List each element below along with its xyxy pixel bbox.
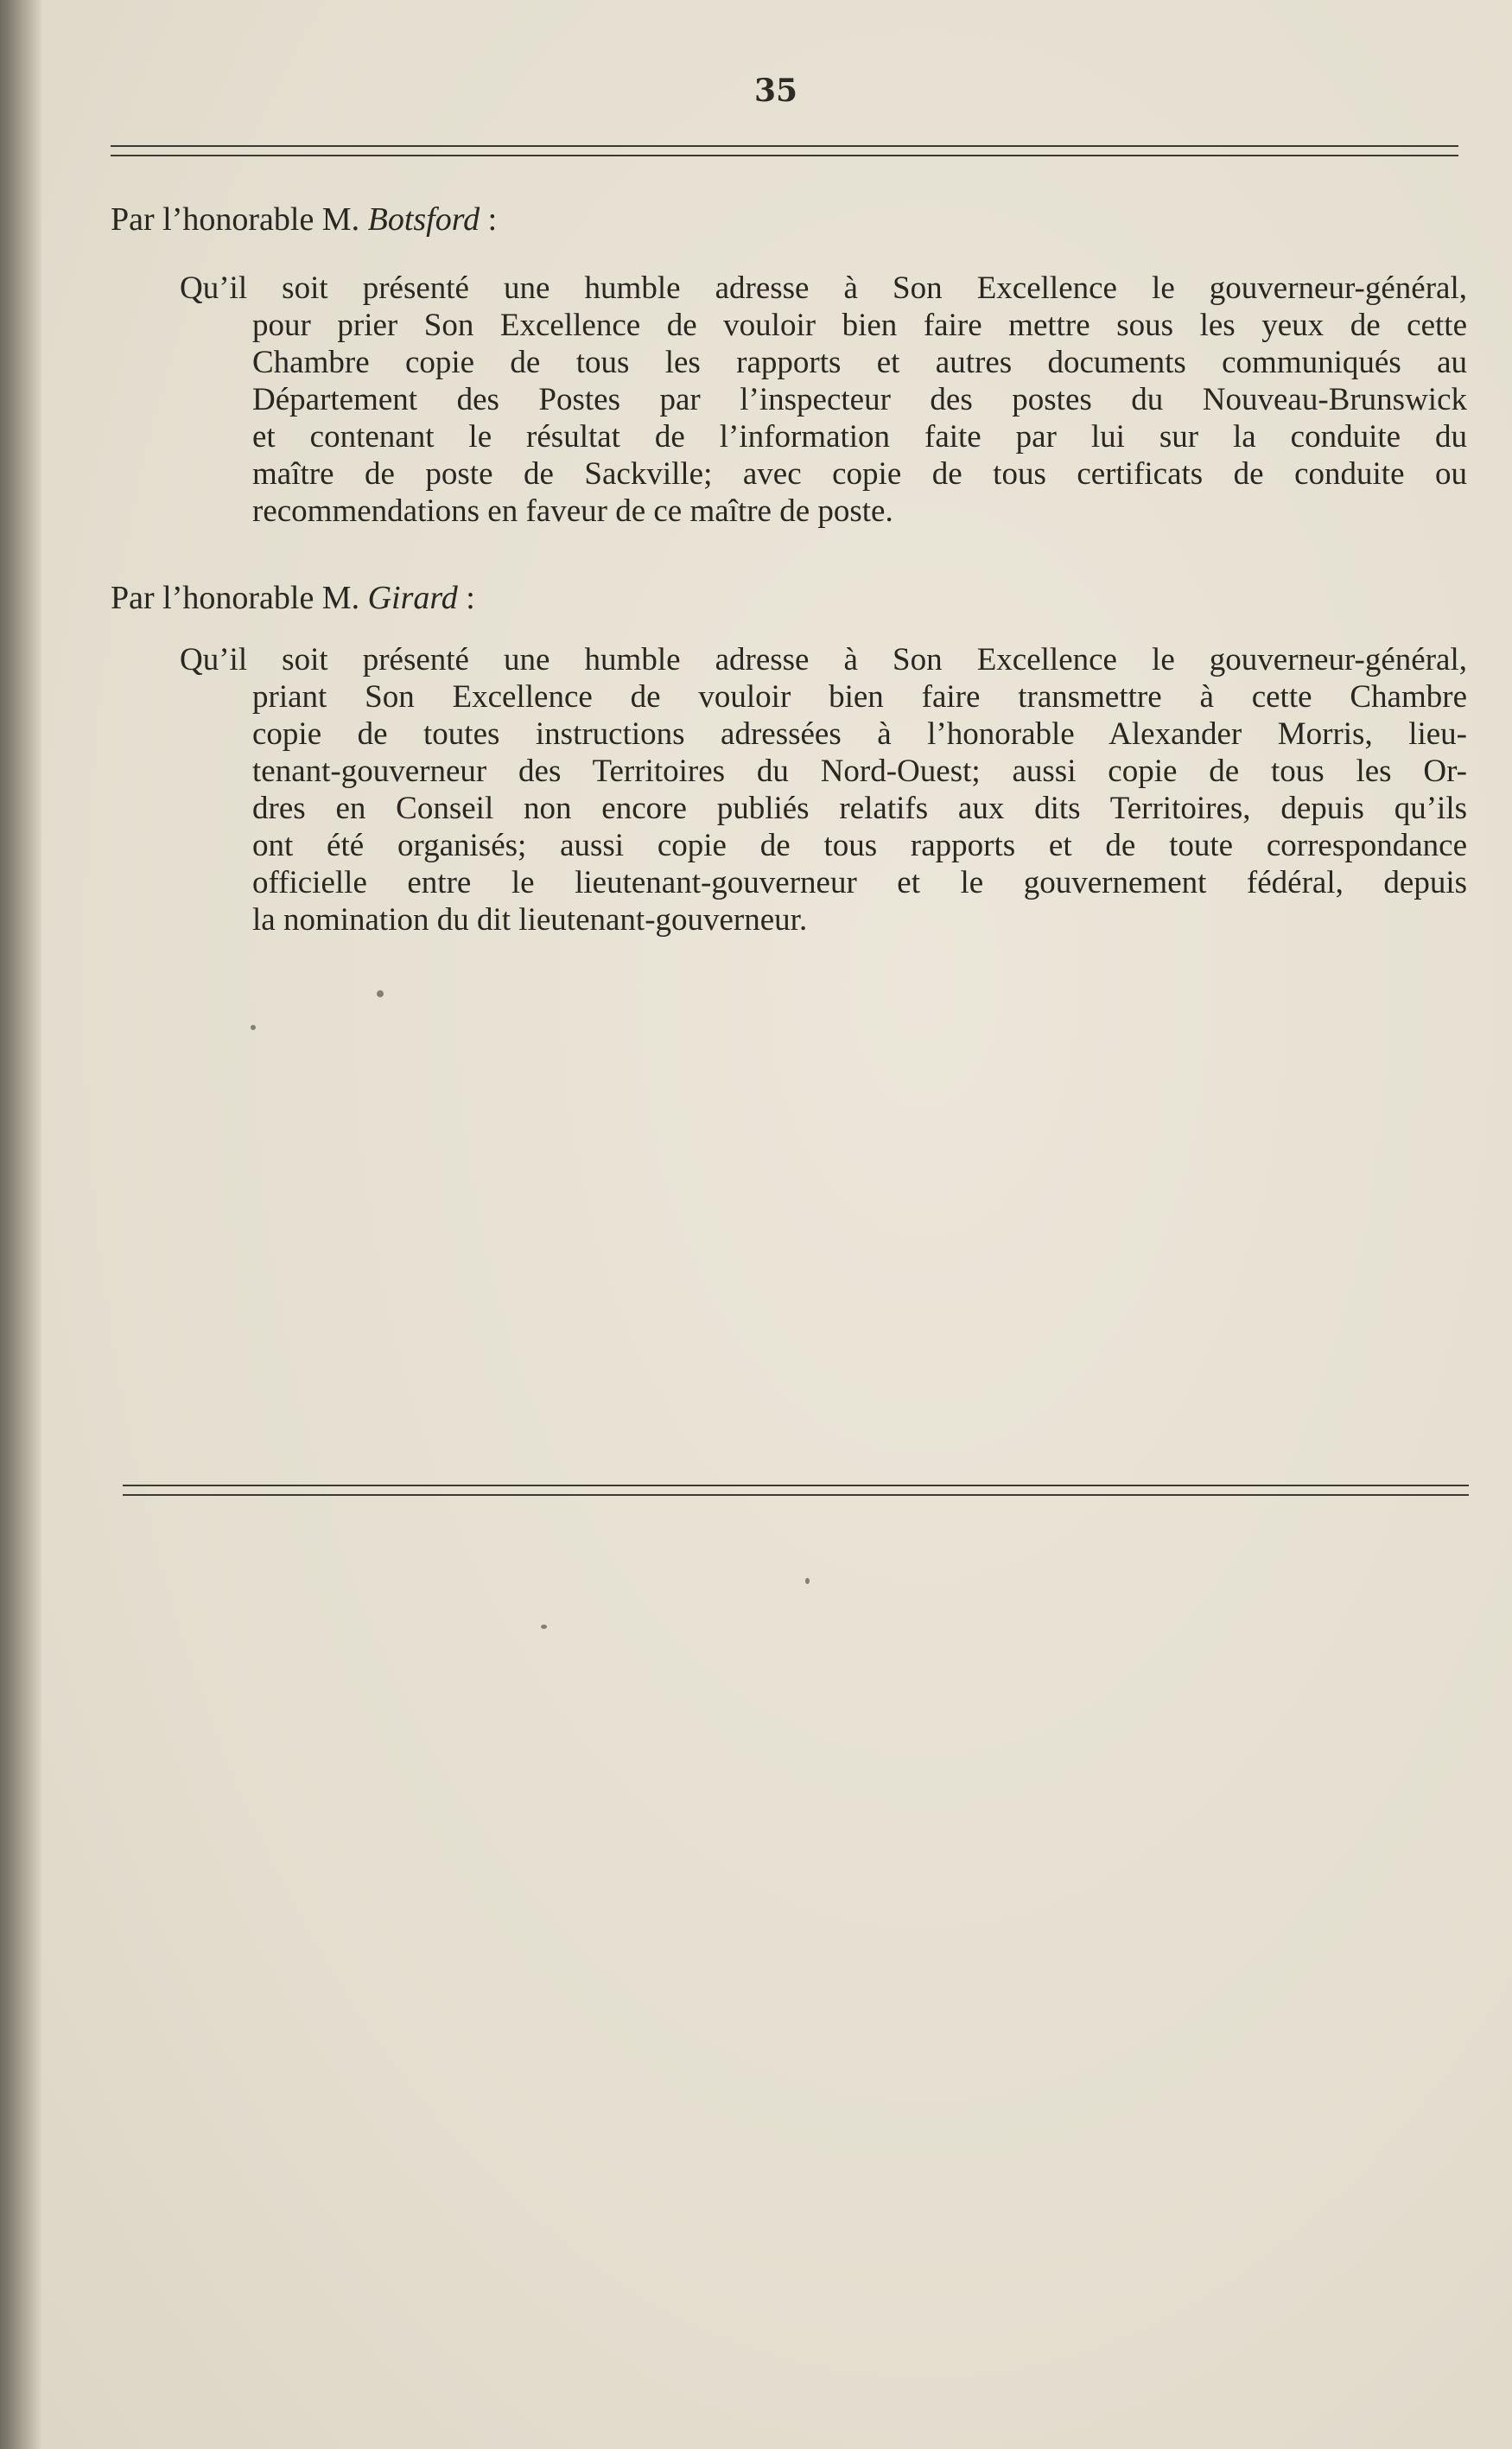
motion-line: et contenant le résultat de l’information faite par lui sur la conduite du bbox=[252, 419, 1467, 455]
motion-line: Qu’il soit présenté une humble adresse à Son Excellence le gouverneur-général, bbox=[180, 642, 1467, 677]
heading-suffix: : bbox=[457, 580, 475, 616]
motion-line: officielle entre le lieutenant-gouverneur et le gouvernement fédéral, depuis bbox=[252, 865, 1467, 900]
bottom-divider-rule bbox=[123, 1485, 1469, 1496]
document-page bbox=[41, 0, 1512, 2449]
motion-line: dres en Conseil non encore publiés relatifs aux dits Territoires, depuis qu’ils bbox=[252, 791, 1467, 826]
top-divider-rule bbox=[111, 145, 1458, 156]
motion-line: recommendations en faveur de ce maître de poste. bbox=[252, 493, 893, 529]
motion-line: Qu’il soit présenté une humble adresse à Son Excellence le gouverneur-général, bbox=[180, 270, 1467, 306]
paper-speck bbox=[377, 990, 384, 997]
motion-line: tenant-gouverneur des Territoires du Nord-Ouest; aussi copie de tous les Or- bbox=[252, 754, 1467, 789]
motion-line: priant Son Excellence de vouloir bien faire transmettre à cette Chambre bbox=[252, 679, 1467, 715]
heading-suffix: : bbox=[480, 201, 498, 238]
motion-line: maître de poste de Sackville; avec copie de tous certificats de conduite ou bbox=[252, 456, 1467, 492]
heading-prefix: Par l’honorable M. bbox=[111, 580, 368, 616]
book-binding-edge bbox=[0, 0, 41, 2449]
paper-speck bbox=[541, 1625, 547, 1629]
motion-line: copie de toutes instructions adressées à l’honorable Alexander Morris, lieu- bbox=[252, 716, 1467, 752]
motion-line: Département des Postes par l’inspecteur des postes du Nouveau-Brunswick bbox=[252, 382, 1467, 417]
motion-heading-girard bbox=[111, 579, 475, 617]
motion-line: pour prier Son Excellence de vouloir bien faire mettre sous les yeux de cette bbox=[252, 308, 1467, 343]
heading-prefix: Par l’honorable M. bbox=[111, 201, 368, 238]
motion-text-botsford bbox=[180, 270, 1467, 530]
motion-line: ont été organisés; aussi copie de tous rapports et de toute correspondance bbox=[252, 828, 1467, 863]
paper-speck bbox=[251, 1025, 256, 1030]
page-number: 35 bbox=[753, 73, 798, 109]
motion-heading-botsford bbox=[111, 200, 497, 239]
motion-line: Chambre copie de tous les rapports et autres documents communiqués au bbox=[252, 345, 1467, 380]
member-name: Botsford bbox=[367, 201, 480, 238]
member-name: Girard bbox=[367, 580, 458, 616]
motion-text-girard bbox=[180, 641, 1467, 938]
paper-speck bbox=[805, 1578, 810, 1584]
motion-line: la nomination du dit lieutenant-gouverneur. bbox=[252, 902, 808, 938]
